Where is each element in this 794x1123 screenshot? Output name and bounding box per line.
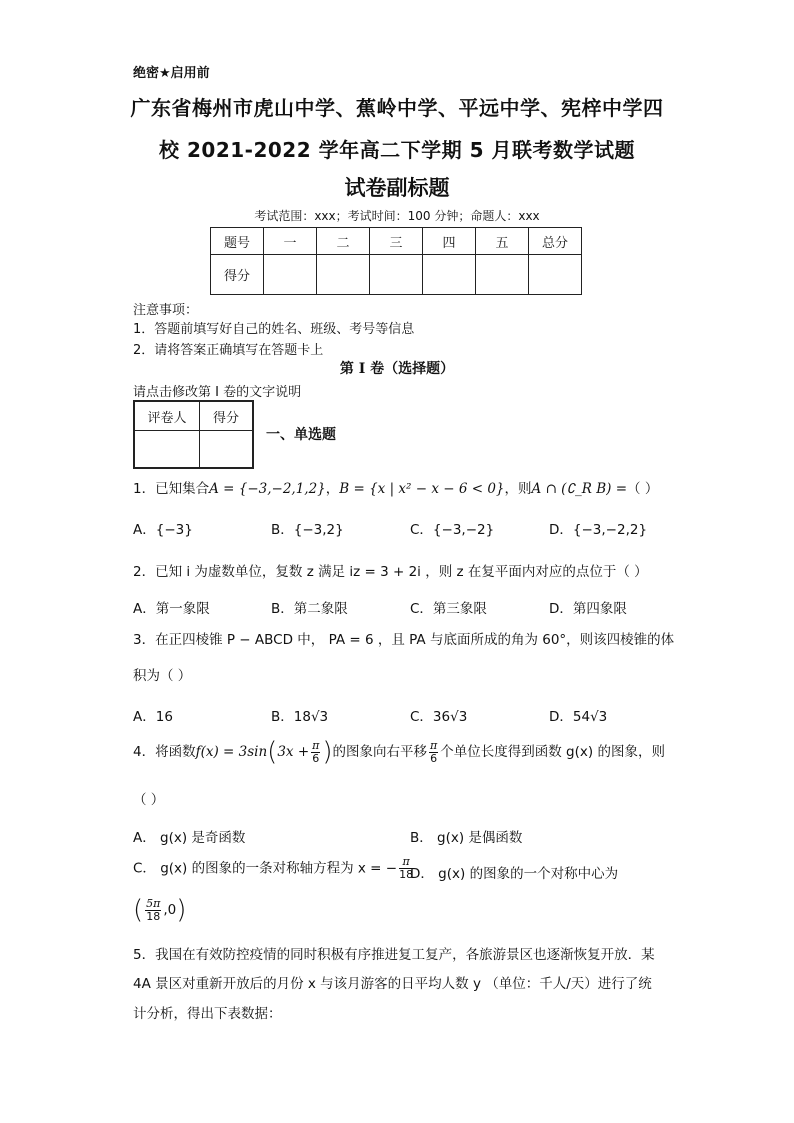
q2-option-a[interactable]: A．第一象限 xyxy=(133,601,210,617)
q1-paren: （ ） xyxy=(627,481,659,497)
q3-option-a[interactable]: A．16 xyxy=(133,709,173,725)
score-cell xyxy=(529,255,582,295)
q4-answer-paren: （ ） xyxy=(133,792,165,808)
q4-suffix: 个单位长度得到函数 g(x) 的图象，则 xyxy=(440,744,665,760)
part-instruction[interactable]: 请点击修改第 I 卷的文字说明 xyxy=(133,385,302,400)
q3-option-d[interactable]: D．54√3 xyxy=(549,709,608,725)
score-cell xyxy=(317,255,370,295)
q4-shift-den: 6 xyxy=(430,751,438,765)
q1-expr: A ∩ (∁_R B) = xyxy=(531,481,628,497)
q4-pi-num: π xyxy=(312,738,320,752)
question-2: 2．已知 i 为虚数单位，复数 z 满足 iz = 3 + 2i ，则 z 在复平面内对应的点位于（ ） xyxy=(133,564,648,580)
notes-heading: 注意事项： xyxy=(133,303,199,318)
q1-sep: ， xyxy=(325,481,340,497)
note-item: 1．答题前填写好自己的姓名、班级、考号等信息 xyxy=(133,322,415,337)
q4-optc-den: 18 xyxy=(399,868,414,881)
q4-prefix: 4．将函数 xyxy=(133,744,196,760)
question-1 xyxy=(133,477,658,497)
grader-header-cell: 评卷人 xyxy=(134,401,200,431)
q4-option-d-center xyxy=(133,895,186,925)
q4-option-b[interactable]: B． g(x) 是偶函数 xyxy=(410,830,523,846)
center-paren-right: ) xyxy=(176,895,187,925)
q1-set-b: B = {x | x² − x − 6 < 0} xyxy=(339,481,505,497)
q4-mid: 的图象向右平移 xyxy=(332,744,428,760)
q2-option-c[interactable]: C．第三象限 xyxy=(410,601,487,617)
section-title: 一、单选题 xyxy=(266,427,336,443)
q1-option-a[interactable]: A．{−3} xyxy=(133,522,193,538)
q4-pi-den: 6 xyxy=(312,751,320,765)
q4-paren-right: ) xyxy=(322,737,333,767)
q4-optc-text: C． g(x) 的图象的一条对称轴方程为 x = − xyxy=(133,860,398,877)
score-header-cell: 一 xyxy=(264,228,317,255)
score-header-cell: 三 xyxy=(370,228,423,255)
question-3-line1: 3．在正四棱锥 P − ABCD 中， PA = 6 ，且 PA 与底面所成的角为 60°，则该四棱锥的体 xyxy=(133,632,675,648)
center-tail: ,0 xyxy=(163,902,177,918)
question-3-line2: 积为（ ） xyxy=(133,668,192,684)
exam-info: 考试范围：xxx；考试时间：100 分钟；命题人：xxx xyxy=(254,209,540,223)
confidential-mark: 绝密★启用前 xyxy=(133,66,210,81)
q4-func: f(x) = 3sin xyxy=(195,744,268,760)
question-5-line1: 5．我国在有效防控疫情的同时积极有序推进复工复产，各旅游景区也逐渐恢复开放．某 xyxy=(133,947,655,963)
q4-pi-frac xyxy=(311,740,320,765)
grader-cell xyxy=(200,431,254,469)
q3-option-b[interactable]: B．18√3 xyxy=(271,709,329,725)
score-cell xyxy=(370,255,423,295)
score-cell xyxy=(476,255,529,295)
q1-option-c[interactable]: C．{−3,−2} xyxy=(410,522,495,538)
q1-option-b[interactable]: B．{−3,2} xyxy=(271,522,344,538)
score-header-cell: 题号 xyxy=(211,228,264,255)
note-item: 2．请将答案正确填写在答题卡上 xyxy=(133,343,324,358)
center-frac xyxy=(145,898,161,923)
q1-mid: ，则 xyxy=(504,481,532,497)
q2-option-b[interactable]: B．第二象限 xyxy=(271,601,348,617)
score-header-cell: 二 xyxy=(317,228,370,255)
grader-header-cell: 得分 xyxy=(200,401,254,431)
q1-prefix: 1．已知集合 xyxy=(133,481,210,497)
question-4 xyxy=(133,737,665,767)
question-5-line2: 4A 景区对重新开放后的月份 x 与该月游客的日平均人数 y （单位：千人/天）进行了统 xyxy=(133,976,652,992)
q4-option-c[interactable] xyxy=(133,856,415,881)
center-num: 5π xyxy=(146,896,161,910)
question-5-line3: 计分析，得出下表数据： xyxy=(133,1006,282,1022)
center-den: 18 xyxy=(146,909,161,923)
page-subtitle: 试卷副标题 xyxy=(344,176,450,200)
score-table xyxy=(210,227,582,295)
score-row-label: 得分 xyxy=(211,255,264,295)
grader-cell xyxy=(134,431,200,469)
page-title-line1: 广东省梅州市虎山中学、蕉岭中学、平远中学、宪梓中学四 xyxy=(130,96,664,120)
q4-shift-num: π xyxy=(430,738,438,752)
page-title-line2: 校 2021-2022 学年高二下学期 5 月联考数学试题 xyxy=(159,138,635,162)
score-header-cell: 四 xyxy=(423,228,476,255)
q4-shift-frac xyxy=(429,740,438,765)
q2-option-d[interactable]: D．第四象限 xyxy=(549,601,627,617)
q4-optc-num: π xyxy=(399,856,413,869)
grader-table xyxy=(133,400,254,469)
score-cell xyxy=(264,255,317,295)
part-title: 第 I 卷（选择题） xyxy=(339,361,455,377)
q4-paren-left: ( xyxy=(267,737,278,767)
center-paren-left: ( xyxy=(133,895,144,925)
q1-option-d[interactable]: D．{−3,−2,2} xyxy=(549,522,648,538)
score-cell xyxy=(423,255,476,295)
q1-set-a: A = {−3,−2,1,2} xyxy=(209,481,326,497)
q3-option-c[interactable]: C．36√3 xyxy=(410,709,468,725)
score-header-cell: 五 xyxy=(476,228,529,255)
q4-arg: 3x + xyxy=(277,744,310,760)
q4-option-a[interactable]: A． g(x) 是奇函数 xyxy=(133,830,246,846)
score-header-cell: 总分 xyxy=(529,228,582,255)
q4-option-d[interactable]: D． g(x) 的图象的一个对称中心为 xyxy=(410,866,619,882)
